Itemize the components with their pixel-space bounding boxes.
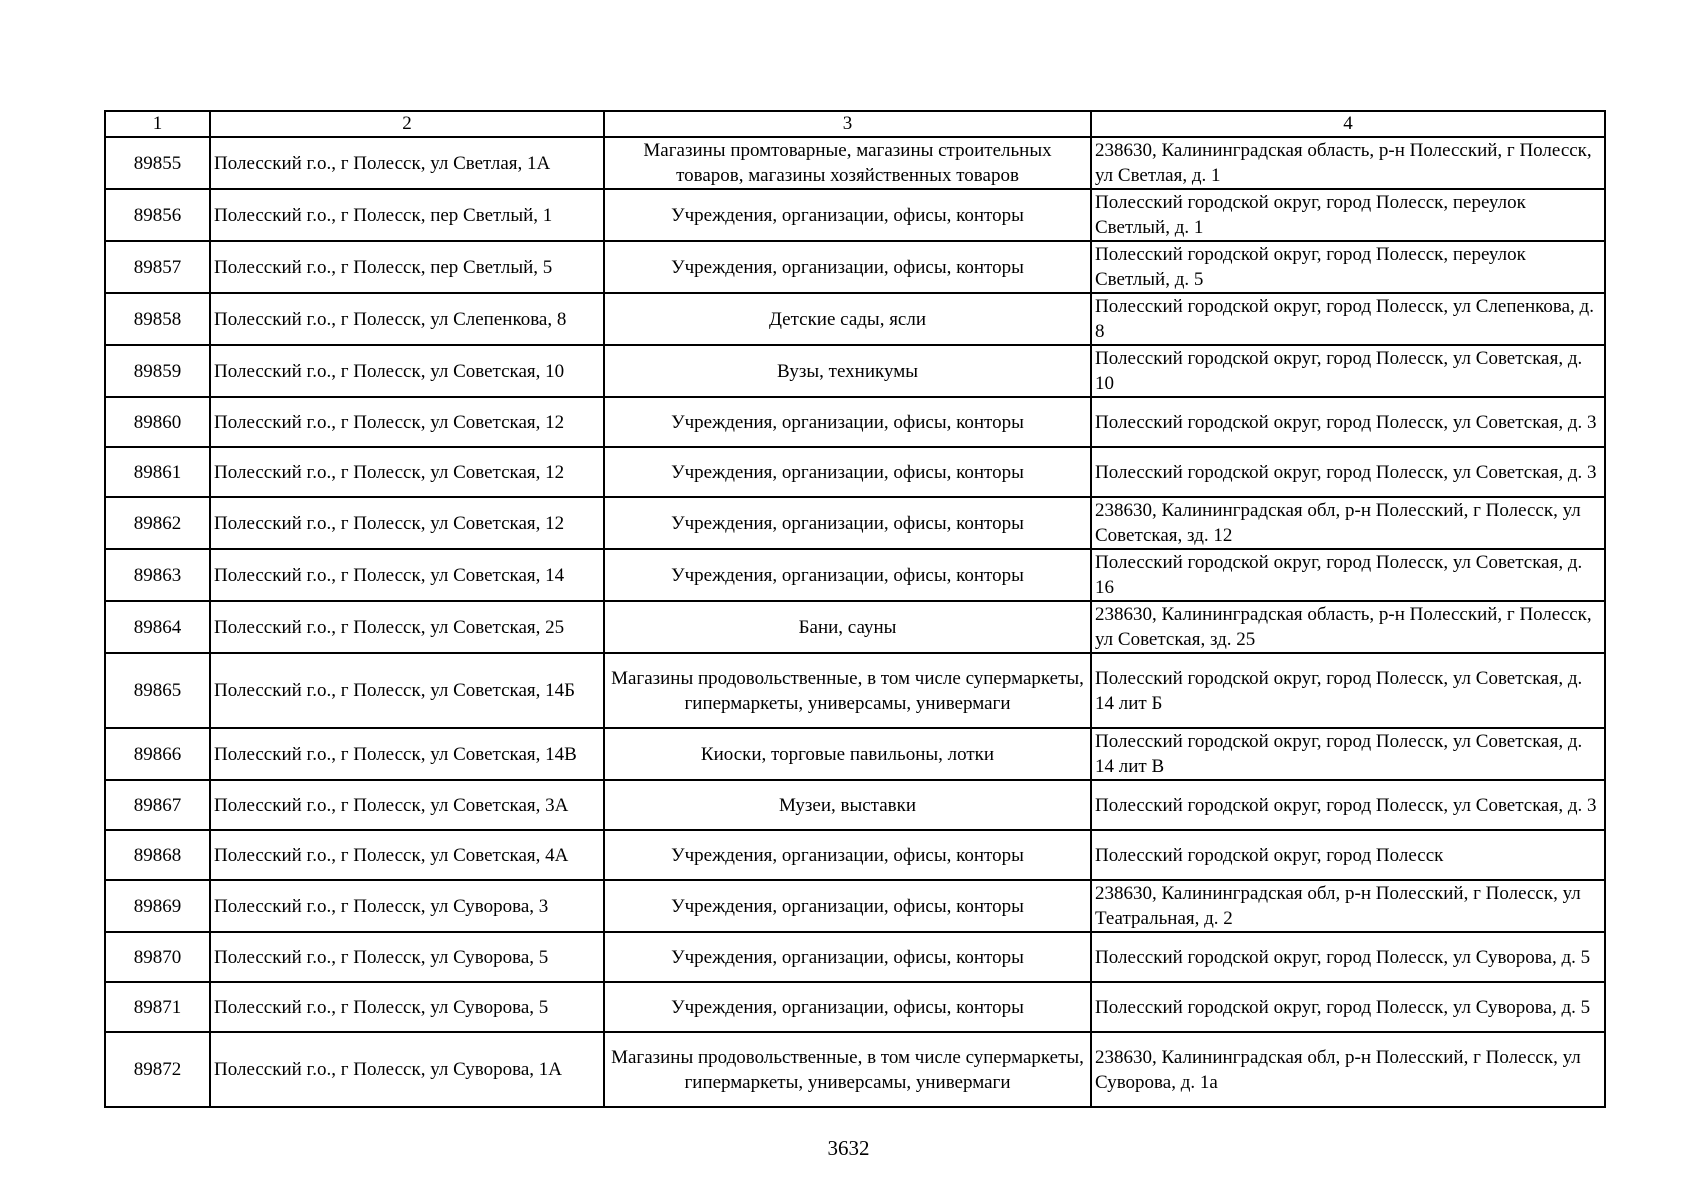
cell-category: Киоски, торговые павильоны, лотки [604,728,1091,780]
cell-id: 89859 [105,345,210,397]
cell-id: 89862 [105,497,210,549]
cell-address: Полесский г.о., г Полесск, ул Суворова, 1А [210,1032,604,1107]
cell-id: 89857 [105,241,210,293]
cell-category: Учреждения, организации, офисы, конторы [604,189,1091,241]
cell-id: 89871 [105,982,210,1032]
cell-full-address: Полесский городской округ, город Полесск, ул Советская, д. 16 [1091,549,1605,601]
cell-address: Полесский г.о., г Полесск, ул Советская, 4А [210,830,604,880]
cell-category: Учреждения, организации, офисы, конторы [604,880,1091,932]
cell-full-address: Полесский городской округ, город Полесск, ул Суворова, д. 5 [1091,932,1605,982]
column-header-4: 4 [1091,111,1605,137]
table-row [105,497,1605,549]
cell-id: 89866 [105,728,210,780]
cell-category: Учреждения, организации, офисы, конторы [604,497,1091,549]
cell-id: 89861 [105,447,210,497]
table-row [105,728,1605,780]
cell-full-address: 238630, Калининградская обл, р-н Полесский, г Полесск, ул Советская, зд. 12 [1091,497,1605,549]
cell-category: Учреждения, организации, офисы, конторы [604,982,1091,1032]
cell-full-address: Полесский городской округ, город Полесск, ул Советская, д. 3 [1091,447,1605,497]
cell-address: Полесский г.о., г Полесск, ул Суворова, 3 [210,880,604,932]
cell-address: Полесский г.о., г Полесск, ул Советская, 10 [210,345,604,397]
cell-category: Музеи, выставки [604,780,1091,830]
cell-category: Магазины промтоварные, магазины строительных товаров, магазины хозяйственных товаров [604,137,1091,189]
cell-full-address: Полесский городской округ, город Полесск, ул Советская, д. 10 [1091,345,1605,397]
cell-category: Учреждения, организации, офисы, конторы [604,549,1091,601]
cell-address: Полесский г.о., г Полесск, ул Советская, 14В [210,728,604,780]
cell-category: Учреждения, организации, офисы, конторы [604,932,1091,982]
cell-full-address: 238630, Калининградская область, р-н Полесский, г Полесск, ул Светлая, д. 1 [1091,137,1605,189]
cell-id: 89864 [105,601,210,653]
cell-id: 89855 [105,137,210,189]
cell-address: Полесский г.о., г Полесск, ул Суворова, 5 [210,982,604,1032]
cell-id: 89869 [105,880,210,932]
data-table [104,110,1606,1108]
cell-full-address: Полесский городской округ, город Полесск [1091,830,1605,880]
cell-category: Учреждения, организации, офисы, конторы [604,447,1091,497]
column-header-2: 2 [210,111,604,137]
cell-id: 89872 [105,1032,210,1107]
cell-category: Магазины продовольственные, в том числе супермаркеты, гипермаркеты, универсамы, универмаги [604,1032,1091,1107]
table-row [105,880,1605,932]
page-number: 3632 [827,1136,870,1160]
table-row [105,601,1605,653]
cell-category: Вузы, техникумы [604,345,1091,397]
cell-id: 89860 [105,397,210,447]
cell-full-address: Полесский городской округ, город Полесск, ул Суворова, д. 5 [1091,982,1605,1032]
table-row [105,447,1605,497]
table-row [105,549,1605,601]
cell-full-address: Полесский городской округ, город Полесск, ул Советская, д. 14 лит В [1091,728,1605,780]
table-row [105,137,1605,189]
cell-address: Полесский г.о., г Полесск, ул Советская, 3А [210,780,604,830]
cell-full-address: 238630, Калининградская обл, р-н Полесский, г Полесск, ул Суворова, д. 1а [1091,1032,1605,1107]
cell-id: 89868 [105,830,210,880]
table-body [105,111,1605,1107]
table-row [105,241,1605,293]
table-row [105,653,1605,728]
cell-id: 89858 [105,293,210,345]
cell-address: Полесский г.о., г Полесск, ул Советская, 12 [210,497,604,549]
cell-category: Учреждения, организации, офисы, конторы [604,397,1091,447]
cell-full-address: Полесский городской округ, город Полесск, переулок Светлый, д. 1 [1091,189,1605,241]
table-row [105,397,1605,447]
cell-id: 89856 [105,189,210,241]
cell-address: Полесский г.о., г Полесск, ул Слепенкова, 8 [210,293,604,345]
cell-full-address: 238630, Калининградская обл, р-н Полесский, г Полесск, ул Театральная, д. 2 [1091,880,1605,932]
cell-address: Полесский г.о., г Полесск, ул Советская, 25 [210,601,604,653]
cell-address: Полесский г.о., г Полесск, пер Светлый, 5 [210,241,604,293]
cell-id: 89870 [105,932,210,982]
table-row [105,345,1605,397]
table-row [105,982,1605,1032]
cell-address: Полесский г.о., г Полесск, пер Светлый, 1 [210,189,604,241]
cell-address: Полесский г.о., г Полесск, ул Советская, 12 [210,447,604,497]
cell-full-address: Полесский городской округ, город Полесск, ул Советская, д. 3 [1091,397,1605,447]
cell-address: Полесский г.о., г Полесск, ул Советская, 14 [210,549,604,601]
cell-address: Полесский г.о., г Полесск, ул Суворова, 5 [210,932,604,982]
cell-full-address: Полесский городской округ, город Полесск, ул Советская, д. 14 лит Б [1091,653,1605,728]
cell-category: Магазины продовольственные, в том числе супермаркеты, гипермаркеты, универсамы, универмаги [604,653,1091,728]
table-row [105,189,1605,241]
cell-full-address: Полесский городской округ, город Полесск, ул Советская, д. 3 [1091,780,1605,830]
cell-id: 89867 [105,780,210,830]
table-row [105,830,1605,880]
cell-address: Полесский г.о., г Полесск, ул Светлая, 1А [210,137,604,189]
cell-id: 89863 [105,549,210,601]
cell-full-address: 238630, Калининградская область, р-н Полесский, г Полесск, ул Советская, зд. 25 [1091,601,1605,653]
table-row [105,1032,1605,1107]
column-header-1: 1 [105,111,210,137]
cell-category: Детские сады, ясли [604,293,1091,345]
cell-address: Полесский г.о., г Полесск, ул Советская, 12 [210,397,604,447]
cell-category: Учреждения, организации, офисы, конторы [604,830,1091,880]
cell-full-address: Полесский городской округ, город Полесск, ул Слепенкова, д. 8 [1091,293,1605,345]
cell-category: Бани, сауны [604,601,1091,653]
cell-full-address: Полесский городской округ, город Полесск, переулок Светлый, д. 5 [1091,241,1605,293]
table-row [105,293,1605,345]
table-row [105,932,1605,982]
cell-address: Полесский г.о., г Полесск, ул Советская, 14Б [210,653,604,728]
table-header-row [105,111,1605,137]
column-header-3: 3 [604,111,1091,137]
cell-id: 89865 [105,653,210,728]
cell-category: Учреждения, организации, офисы, конторы [604,241,1091,293]
table-row [105,780,1605,830]
